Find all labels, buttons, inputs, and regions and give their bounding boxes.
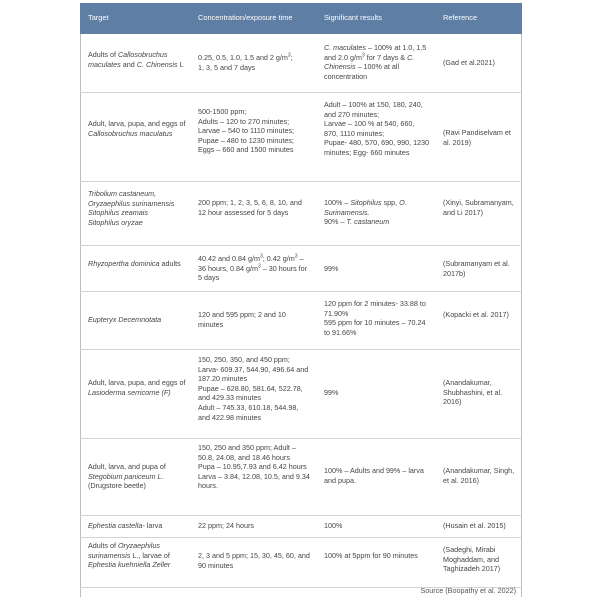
target-cell: Adults of Callosobruchus maculates and C. Chinensis L [88, 50, 184, 69]
table-row [80, 537, 522, 588]
concentration-cell: 200 ppm; 1, 2, 3, 5, 6, 8, 10, and 12 hour assessed for 5 days [198, 198, 302, 217]
table-row [80, 92, 522, 182]
target-cell: Adults of Oryzaephilus surinamensis L., larvae of Ephestia kuehniella Zeller [88, 541, 171, 570]
target-cell: Adult, larva, pupa, and eggs of Callosobruchus maculatus [88, 119, 186, 138]
concentration-cell: 500-1500 ppm; Adults – 120 to 270 minutes; Larvae – 540 to 1110 minutes; Pupae – 480 to 1230 minutes; Eggs – 660 and 1500 minutes [198, 107, 295, 155]
results-cell: C. maculates – 100% at 1.0, 1.5 and 2.0 $g/m^3$ for 7 days & C. Chinensis – 100% at all concentration [324, 43, 427, 81]
reference-cell: (Gad et al.2021) [443, 58, 495, 67]
reference-cell: (Xinyi, Subramanyam, and Li 2017) [443, 198, 514, 217]
reference-cell: (Subramanyam et al. 2017b) [443, 259, 510, 278]
reference-cell: (Ravi Pandiselvam et al. 2019) [443, 128, 511, 147]
table-row [80, 291, 522, 350]
results-cell: 100% [324, 521, 343, 530]
target-cell: Eupteryx Decemnotata [88, 315, 162, 324]
concentration-cell: 120 and 595 ppm; 2 and 10 minutes [198, 310, 286, 329]
results-cell: 100% – Adults and 99% – larva and pupa. [324, 466, 424, 485]
concentration-cell: 2, 3 and 5 ppm; 15, 30, 45, 60, and 90 minutes [198, 551, 310, 570]
header-target: Target [88, 13, 109, 22]
table-row [80, 245, 522, 292]
header-results: Significant results [324, 13, 382, 22]
target-cell: Adult, larva, pupa, and eggs of Lasioderma serricorne (F) [88, 378, 186, 397]
table-row [80, 181, 522, 246]
table-row [80, 515, 522, 538]
header-reference: Reference [443, 13, 478, 22]
target-cell: Rhyzopertha dominica adults [88, 259, 181, 268]
results-cell: 99% [324, 388, 339, 397]
concentration-cell: 40.42 and 0.84 $g/m^3$; 0.42 $g/m^3 - 36$ hours, 0.84 $g/m^3 - 30$ hours for 5 days [198, 253, 308, 283]
results-cell: 100% – Sitophilus spp, O. Surinamensis. 90% – T. castaneum [324, 198, 407, 227]
table-row [80, 438, 522, 516]
target-cell: Ephestia castella- larva [88, 521, 163, 530]
reference-cell: (Anandakumar, Shubhashini, et al. 2016) [443, 378, 503, 407]
concentration-cell: 150, 250, 350, and 450 ppm; Larva- 609.37, 544.90, 496.64 and 187.20 minutes Pupae – 628.80, 581.64, 522.78, and 429.33 minutes Adult – 745.33, 610.18, 544.98, and 422.98 minutes [198, 355, 309, 422]
reference-cell: (Sadeghi, Mirabi Moghaddam, and Taghizadeh 2017) [443, 545, 501, 574]
table-header [80, 3, 522, 34]
concentration-cell: 0.25, 0.5, 1.0, 1.5 and 2 $g/m^3$; 1, 3, 5 and 7 days [198, 52, 293, 72]
reference-cell: (Husain et al. 2015) [443, 521, 506, 530]
table-row [80, 34, 522, 93]
target-cell: Tribolium castaneum, Oryzaephilus surinamensis Sitophilus zeamais Sitophilus oryzae [88, 189, 175, 227]
table-row [80, 349, 522, 439]
results-cell: 99% [324, 264, 339, 273]
results-cell: 100% at 5ppm for 90 minutes [324, 551, 418, 560]
header-concentration: Concentration/exposure time [198, 13, 293, 22]
source-caption: Source (Boopathy et al. 2022) [420, 586, 516, 595]
concentration-cell: 150, 250 and 350 ppm; Adult – 50.8, 24.08, and 18.46 hours Pupa – 10.95,7.93 and 6.42 hours Larva – 3.84, 12.08, 10.5, and 9.34 hours. [198, 443, 310, 491]
reference-cell: (Anandakumar, Singh, et al. 2016) [443, 466, 515, 485]
concentration-cell: 22 ppm; 24 hours [198, 521, 254, 530]
results-cell: Adult – 100% at 150, 180, 240, and 270 minutes; Larvae – 100 % at 540, 660, 870, 1110 minutes; Pupae- 480, 570, 690, 990, 1230 minutes; Egg- 660 minutes [324, 100, 430, 157]
results-cell: 120 ppm for 2 minutes- 33.88 to 71.90% 595 ppm for 10 minutes – 70.24 to 91.66% [324, 299, 426, 337]
reference-cell: (Kopacki et al. 2017) [443, 310, 509, 319]
target-cell: Adult, larva, and pupa of Stegobium paniceum L. (Drugstore beetle) [88, 462, 166, 491]
